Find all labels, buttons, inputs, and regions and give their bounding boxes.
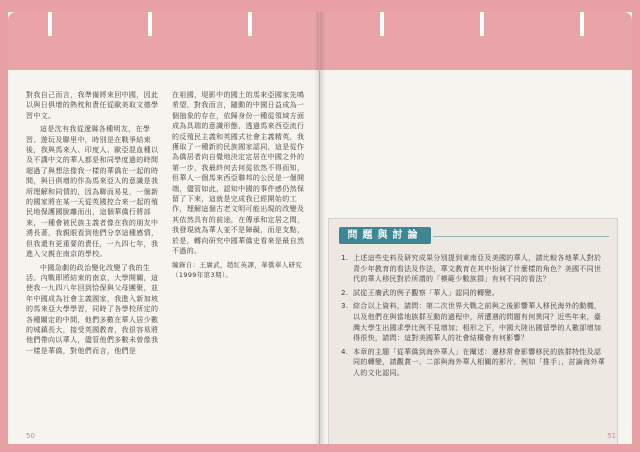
question-number: 4. [341,347,349,356]
question-item [341,253,605,285]
decorative-stripe [580,12,584,36]
right-top-band [320,12,632,70]
decorative-stripe [248,12,252,36]
left-column-2 [172,90,306,283]
decorative-stripe [380,12,384,36]
discussion-title: 問題與討論 [339,227,431,244]
question-list [341,253,605,382]
right-page [320,12,632,444]
question-item [341,301,605,343]
question-text: 本章的主題「從華僑到海外華人」在闡述：遷移常會影響移民的族群特性及認同的轉變，請觀賞一、二部與海外華人相關的影片，例如「推手」，討論海外華人的文化認同。 [353,347,605,377]
page-number-left: 50 [26,432,35,440]
paragraph: 對我自己而言，我準備將來回中國，因此以與日俱增的熱枕和責任從歐美取文德學習中文。 [26,91,159,120]
question-item [341,347,605,379]
question-number: 3. [341,302,349,311]
left-page [8,12,320,444]
source-citation: 編錄自：王賡武，趙紅英譯，華僑華人研究（1999年第3期）。 [172,260,303,279]
question-item [341,288,605,299]
discussion-box [328,218,618,444]
decorative-stripe [148,12,152,36]
decorative-stripe [480,12,484,36]
question-text: 綜合以上資料，請問：第二次世界大戰之前與之後影響華人移民海外的動機，以及他們在與當地族群互動的過程中，所遭遇的問題有何異同？近些年來，臺灣大學生出國求學比例不見增加；相形之下，中國大陸出國留學的人數卻增加得很快，請問：這對美國華人的社會結構會有何影響？ [353,302,602,343]
paragraph: 中國急劇的政治變化改變了我的生活。內戰即將結束的南京，大學開關，這使我一九四八年回到恰保與父母團聚，並年中國成為社會主義國家，我進入新加坡的馬來亞大學學習，同時了各學校所定的各種關定的中間，他們多數在華人居少數的城鎮長大，接受英國教育，我很容易將他們帶向以華人，儘管他們多數未曾像我一樣是華僑，對他們而言，他們是 [26,263,159,355]
left-column-1 [26,90,164,359]
paragraph: 在祖國，堤影中的國土的馬來亞國家先鳴希望，對我而言，隨動的中國日益成為一個抽象的存在，依歸身份一種從領域方面成為具瑞的意識形態，透過馬來西亞流行的反殖民主義和英國式社會主義精英，我獲取了一種新的民族國家認同，這是從作為僑居者向自覺地決定定居在中國之外的第一步，我最終何去何從依然不得而知，但華人一個馬來西亞聯邦的公民是一個開端，儘管如此，認知中國的事件感仍然保留了下來，這就是完成我已經開始的工作，理解這個古老文明可能出現的改變及其依然具有的前途，在傳承和定居之間，我發現就為華人並不是障礙，而是支點，於是，轉向研究中國華僑史看來是最自然不過的。 [172,91,305,256]
decorative-stripe [48,12,52,36]
book-spine-shadow [314,12,326,444]
paragraph: 這是沈有我從遼縣各種明友，在學習、遊玩及聯里中，時別是在戰爭結束後，我與馬來人、印度人、歐亞混血種以及不講中文的華人都是和同學度過的時間超過了與想法像我一樣的華僑在一起的時間，與日俱增的作為馬來亞人的意識是我所理解和同情的，因為聯而易見，一個新的國家將在某一天從英國控合來一起的殖民地保護國脫離而出，這個華僑行將部來，一種會被民族主義者像在我的朋友中湧長著，我親眼看到他們分享這種感情，但我還有更重要的責任，一九四七年，我進入父親在南京的學校。 [26,125,159,259]
question-text: 試從王賡武的例子觀察「華人」認同的轉變。 [353,288,499,297]
question-number: 2. [341,288,349,297]
question-text: 上述這些史料及研究成果分別提到東南亞及美國的華人，請比較各地華人對於青少年教育的看法及作法，華文教育在其中扮演了什麼樣的角色？美國不同世代的華人移民對於所謂的「模範少數族群」有何不同的看法？ [353,254,602,284]
question-number: 1. [341,254,349,262]
title-rule [433,236,609,237]
left-top-band [8,12,319,70]
page-number-right: 51 [607,432,616,440]
